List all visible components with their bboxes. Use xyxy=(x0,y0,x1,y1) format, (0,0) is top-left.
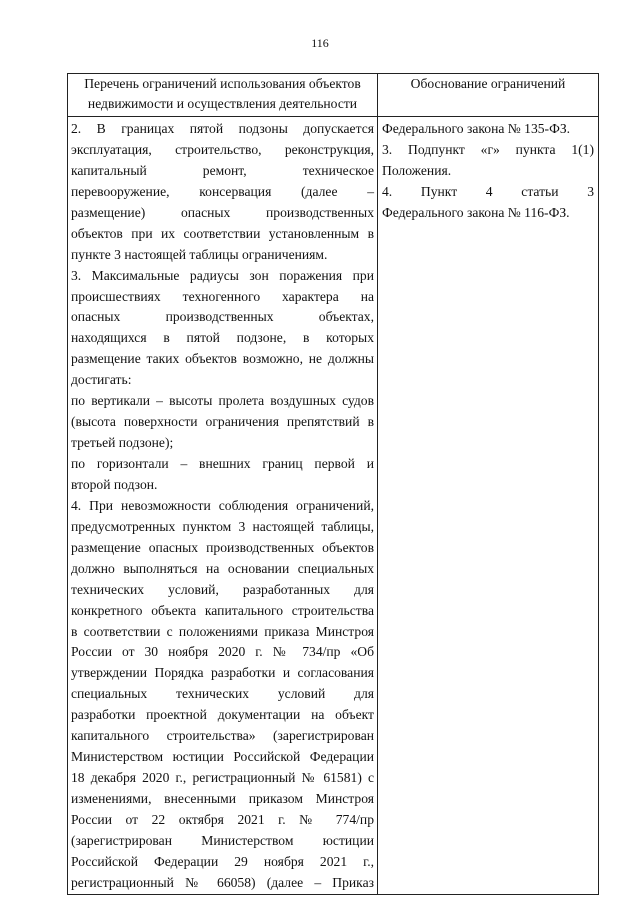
table-row xyxy=(68,117,599,895)
text-line: России от 22 октября 2021 г. № 774/пр xyxy=(71,811,374,827)
text-line: должно выполняться на основании специальных xyxy=(71,560,374,576)
justification-cell xyxy=(378,117,599,895)
text-line: Положения. xyxy=(382,162,452,178)
text-line: Министерством юстиции Российской Федерации xyxy=(71,749,374,765)
text-line: Российской Федерации 29 ноября 2021 г., xyxy=(71,853,374,869)
text-line: происшествиях техногенного характера на xyxy=(71,288,374,304)
text-line: предусмотренных пунктом 3 настоящей таблицы, xyxy=(71,518,374,534)
text-line: Федерального закона № 116-ФЗ. xyxy=(382,204,570,220)
text-line: находящихся в пятой подзоне, в которых xyxy=(71,330,374,346)
text-line: размещение таких объектов возможно, не должны xyxy=(71,351,374,367)
text-line: регистрационный № 66058) (далее – Приказ xyxy=(71,874,374,890)
text-line: (высота поверхности ограничения препятствий в xyxy=(71,414,374,430)
page-number: 116 xyxy=(311,36,329,50)
text-line: 4. При невозможности соблюдения ограничений, xyxy=(71,497,374,513)
table-header-row xyxy=(68,74,599,117)
text-line: размещение) опасных производственных xyxy=(71,204,374,220)
text-line: опасных производственных объектах, xyxy=(71,309,374,325)
text-line: конкретного объекта капитального строительства xyxy=(71,602,374,618)
text-line: достигать: xyxy=(71,372,132,388)
text-line: (зарегистрирован Министерством юстиции xyxy=(71,832,374,848)
text-line: 4. Пункт 4 статьи 3 xyxy=(382,183,594,199)
text-line: России от 30 ноября 2020 г. № 734/пр «Об xyxy=(71,644,374,660)
text-line: 18 декабря 2020 г., регистрационный № 61581) с xyxy=(71,770,374,786)
text-line: капитального строительства» (зарегистрирован xyxy=(71,728,374,744)
restrictions-cell xyxy=(68,117,378,895)
text-line: Федерального закона № 135-ФЗ. xyxy=(382,121,571,136)
header-justification: Обоснование ограничений xyxy=(378,74,599,117)
text-line: 3. Максимальные радиусы зон поражения при xyxy=(71,267,374,283)
text-line: перевооружение, консервация (далее – xyxy=(71,183,374,199)
text-line: разработки проектной документации на объект xyxy=(71,707,374,723)
restrictions-table xyxy=(67,73,599,895)
text-line: эксплуатация, строительство, реконструкция, xyxy=(71,141,374,157)
text-line: по вертикали – высоты пролета воздушных судов xyxy=(71,393,374,409)
text-line: третьей подзоне); xyxy=(71,435,174,451)
text-line: пункте 3 настоящей таблицы ограничениям. xyxy=(71,246,328,262)
text-line: 2. В границах пятой подзоны допускается xyxy=(71,121,374,136)
text-line: 3. Подпункт «г» пункта 1(1) xyxy=(382,141,594,157)
text-line: объектов при их соответствии установленным в xyxy=(71,225,374,241)
text-line: специальных технических условий для xyxy=(71,686,374,702)
text-line: размещение опасных производственных объектов xyxy=(71,539,374,555)
text-line: второй подзон. xyxy=(71,476,158,492)
text-line: технических условий, разработанных для xyxy=(71,581,374,597)
text-line: утверждении Порядка разработки и согласования xyxy=(71,665,374,681)
header-restrictions-list: Перечень ограничений использования объектов недвижимости и осуществления деятельности xyxy=(68,74,378,117)
text-line: по горизонтали – внешних границ первой и xyxy=(71,456,374,471)
text-line: капитальный ремонт, техническое xyxy=(71,162,374,178)
text-line: изменениями, внесенными приказом Минстроя xyxy=(71,791,374,806)
text-line: в соответствии с положениями приказа Минстроя xyxy=(71,623,374,639)
